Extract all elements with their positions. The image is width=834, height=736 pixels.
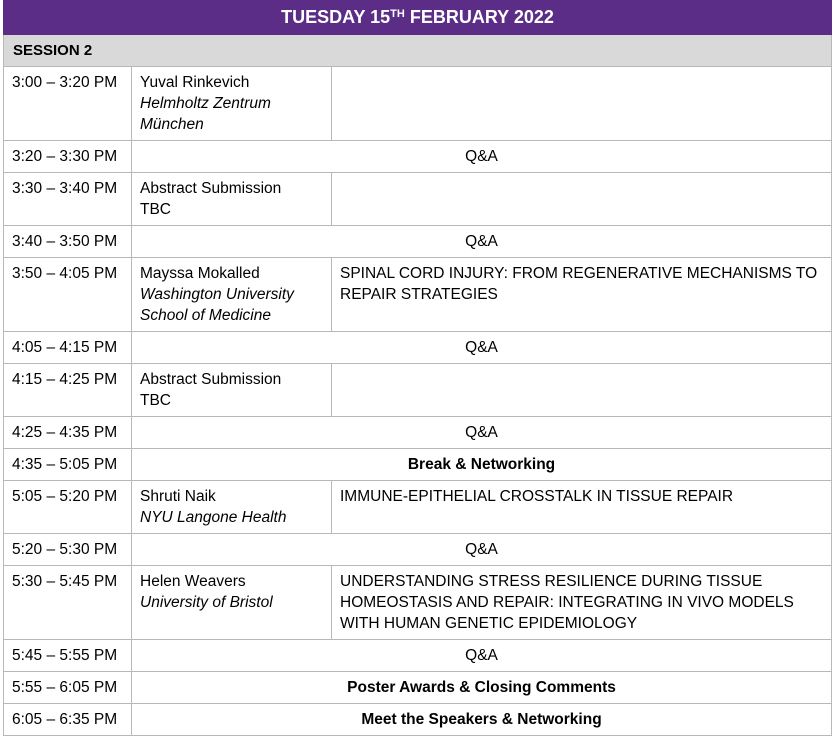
schedule-row [4,226,832,258]
schedule-row [4,67,832,141]
schedule-row [4,258,832,332]
qa-cell: Q&A [132,226,832,258]
speaker-name: Yuval Rinkevich [140,74,250,91]
qa-cell: Q&A [132,640,832,672]
speaker-cell [132,566,332,640]
schedule-row [4,417,832,449]
talk-title-cell [332,364,832,417]
speaker-cell [132,258,332,332]
talk-title-cell [332,67,832,141]
talk-title-cell [332,173,832,226]
schedule-row [4,449,832,481]
break-cell: Break & Networking [132,449,832,481]
speaker-affiliation-line: NYU Langone Health [140,509,287,526]
schedule-row [4,332,832,364]
speaker-affiliation-line: Washington University [140,286,294,303]
schedule-row [4,640,832,672]
speaker-detail: TBC [140,392,171,409]
talk-title-cell: IMMUNE-EPITHELIAL CROSSTALK IN TISSUE REPAIR [332,481,832,534]
day-heading-prefix: TUESDAY 15 [281,7,391,27]
time-cell: 6:05 – 6:35 PM [4,704,132,736]
speaker-cell [132,364,332,417]
qa-cell: Q&A [132,332,832,364]
schedule-table [3,0,832,736]
speaker-affiliation-line: München [140,116,204,133]
talk-title-cell: SPINAL CORD INJURY: FROM REGENERATIVE MECHANISMS TO REPAIR STRATEGIES [332,258,832,332]
schedule-row [4,672,832,704]
time-cell: 5:45 – 5:55 PM [4,640,132,672]
time-cell: 4:05 – 4:15 PM [4,332,132,364]
time-cell: 3:00 – 3:20 PM [4,67,132,141]
schedule-row [4,704,832,736]
schedule-row [4,534,832,566]
session-label: SESSION 2 [4,35,832,67]
schedule-row [4,364,832,417]
speaker-cell [132,173,332,226]
qa-cell: Q&A [132,141,832,173]
time-cell: 5:05 – 5:20 PM [4,481,132,534]
speaker-name: Abstract Submission [140,371,282,388]
time-cell: 5:20 – 5:30 PM [4,534,132,566]
session-row [4,35,832,67]
speaker-detail: TBC [140,201,171,218]
qa-cell: Q&A [132,534,832,566]
schedule-row [4,481,832,534]
speaker-cell [132,67,332,141]
speaker-affiliation-line: School of Medicine [140,307,271,324]
time-cell: 4:15 – 4:25 PM [4,364,132,417]
closing-cell: Poster Awards & Closing Comments [132,672,832,704]
day-heading-month-year: FEBRUARY 2022 [404,7,554,27]
speaker-name: Abstract Submission [140,180,282,197]
qa-cell: Q&A [132,417,832,449]
time-cell: 4:25 – 4:35 PM [4,417,132,449]
time-cell: 4:35 – 5:05 PM [4,449,132,481]
day-heading-ordinal: TH [390,8,405,20]
speaker-affiliation-line: Helmholtz Zentrum [140,95,271,112]
schedule-row [4,566,832,640]
networking-cell: Meet the Speakers & Networking [132,704,832,736]
speaker-affiliation-line: University of Bristol [140,594,273,611]
time-cell: 3:40 – 3:50 PM [4,226,132,258]
time-cell: 3:50 – 4:05 PM [4,258,132,332]
time-cell: 5:30 – 5:45 PM [4,566,132,640]
speaker-name: Mayssa Mokalled [140,265,260,282]
day-heading [4,1,832,35]
time-cell: 5:55 – 6:05 PM [4,672,132,704]
schedule-row [4,173,832,226]
time-cell: 3:30 – 3:40 PM [4,173,132,226]
speaker-cell [132,481,332,534]
speaker-name: Helen Weavers [140,573,246,590]
talk-title-cell: UNDERSTANDING STRESS RESILIENCE DURING TISSUE HOMEOSTASIS AND REPAIR: INTEGRATING IN VIVO MODELS WITH HUMAN GENETIC EPIDEMIOLOGY [332,566,832,640]
speaker-name: Shruti Naik [140,488,216,505]
time-cell: 3:20 – 3:30 PM [4,141,132,173]
schedule-header-row [4,1,832,35]
schedule-row [4,141,832,173]
